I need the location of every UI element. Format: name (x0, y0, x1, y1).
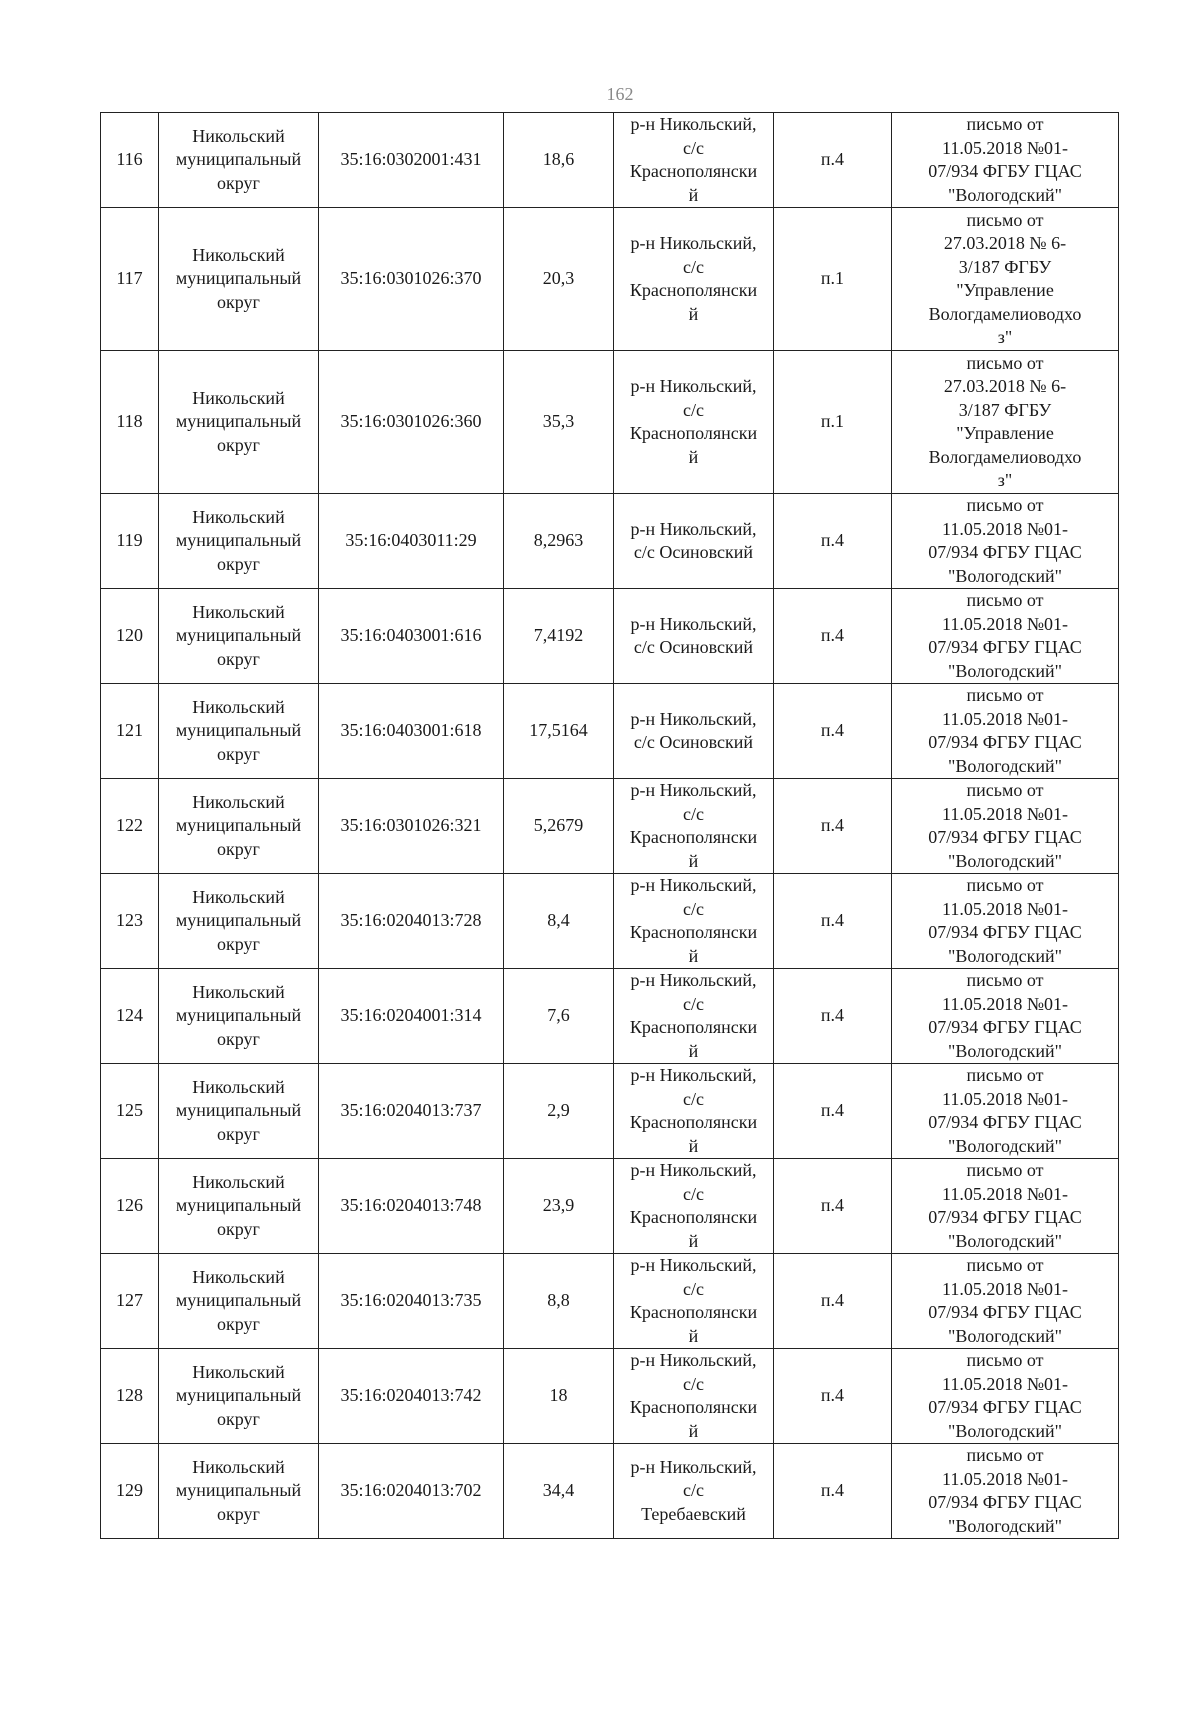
page-number: 162 (606, 84, 634, 104)
area-value: 7,6 (504, 969, 614, 1064)
district-cell (159, 494, 319, 589)
document-text: письмо от 11.05.2018 №01- 07/934 ФГБУ ГЦАС "Вологодский" (928, 970, 1082, 1061)
clause-cell: п.4 (774, 589, 892, 684)
row-number: 118 (101, 351, 159, 494)
row-number: 123 (101, 874, 159, 969)
document-cell (892, 113, 1119, 208)
district-text: Никольский муниципальный округ (175, 1171, 302, 1239)
table-row (101, 351, 1119, 494)
area-value: 8,2963 (504, 494, 614, 589)
district-cell (159, 1254, 319, 1349)
location-text: р-н Никольский, с/с Краснополянски й (629, 1065, 758, 1156)
district-text: Никольский муниципальный округ (175, 1456, 302, 1524)
document-text: письмо от 11.05.2018 №01- 07/934 ФГБУ ГЦАС "Вологодский" (928, 1445, 1082, 1536)
location-cell (614, 1064, 774, 1159)
document-cell (892, 1349, 1119, 1444)
cadastral-number: 35:16:0204013:702 (319, 1444, 504, 1539)
document-cell (892, 969, 1119, 1064)
clause-cell: п.4 (774, 1254, 892, 1349)
document-text: письмо от 11.05.2018 №01- 07/934 ФГБУ ГЦАС "Вологодский" (928, 495, 1082, 586)
district-cell (159, 1064, 319, 1159)
table-row (101, 1444, 1119, 1539)
cadastral-number: 35:16:0204013:728 (319, 874, 504, 969)
district-text: Никольский муниципальный округ (175, 387, 302, 455)
cadastral-number: 35:16:0301026:370 (319, 208, 504, 351)
document-cell (892, 589, 1119, 684)
cadastral-number: 35:16:0204013:748 (319, 1159, 504, 1254)
location-cell (614, 589, 774, 684)
document-text: письмо от 11.05.2018 №01- 07/934 ФГБУ ГЦАС "Вологодский" (928, 1160, 1082, 1251)
cadastral-number: 35:16:0403011:29 (319, 494, 504, 589)
area-value: 17,5164 (504, 684, 614, 779)
location-text: р-н Никольский, с/с Краснополянски й (629, 780, 758, 871)
district-cell (159, 684, 319, 779)
location-cell (614, 1254, 774, 1349)
document-text: письмо от 11.05.2018 №01- 07/934 ФГБУ ГЦАС "Вологодский" (928, 1065, 1082, 1156)
area-value: 5,2679 (504, 779, 614, 874)
clause-cell: п.4 (774, 874, 892, 969)
document-cell (892, 684, 1119, 779)
area-value: 23,9 (504, 1159, 614, 1254)
document-cell (892, 779, 1119, 874)
table-row (101, 684, 1119, 779)
clause-cell: п.4 (774, 1159, 892, 1254)
location-cell (614, 494, 774, 589)
location-text: р-н Никольский, с/с Краснополянски й (629, 233, 758, 324)
document-cell (892, 1159, 1119, 1254)
location-text: р-н Никольский, с/с Краснополянски й (629, 1350, 758, 1441)
document-text: письмо от 27.03.2018 № 6- 3/187 ФГБУ "Управление Вологдамелиоводхо з" (928, 352, 1082, 490)
location-text: р-н Никольский, с/с Краснополянски й (629, 114, 758, 205)
table-row (101, 779, 1119, 874)
location-cell (614, 969, 774, 1064)
document-cell (892, 351, 1119, 494)
district-text: Никольский муниципальный округ (175, 1076, 302, 1144)
row-number: 120 (101, 589, 159, 684)
land-plots-table (100, 112, 1118, 1539)
clause-cell: п.4 (774, 1349, 892, 1444)
table-row (101, 1064, 1119, 1159)
table-row (101, 1254, 1119, 1349)
cadastral-number: 35:16:0302001:431 (319, 113, 504, 208)
area-value: 34,4 (504, 1444, 614, 1539)
cadastral-number: 35:16:0301026:360 (319, 351, 504, 494)
document-cell (892, 1064, 1119, 1159)
table-row (101, 113, 1119, 208)
row-number: 126 (101, 1159, 159, 1254)
district-cell (159, 779, 319, 874)
document-text: письмо от 11.05.2018 №01- 07/934 ФГБУ ГЦАС "Вологодский" (928, 1350, 1082, 1441)
row-number: 119 (101, 494, 159, 589)
table-row (101, 874, 1119, 969)
row-number: 117 (101, 208, 159, 351)
location-text: р-н Никольский, с/с Теребаевский (630, 1456, 757, 1524)
location-text: р-н Никольский, с/с Краснополянски й (629, 1160, 758, 1251)
document-text: письмо от 11.05.2018 №01- 07/934 ФГБУ ГЦАС "Вологодский" (928, 685, 1082, 776)
district-cell (159, 874, 319, 969)
district-cell (159, 589, 319, 684)
district-cell (159, 1159, 319, 1254)
district-text: Никольский муниципальный округ (175, 125, 302, 193)
location-cell (614, 874, 774, 969)
district-cell (159, 351, 319, 494)
location-text: р-н Никольский, с/с Краснополянски й (629, 1255, 758, 1346)
row-number: 116 (101, 113, 159, 208)
district-text: Никольский муниципальный округ (175, 886, 302, 954)
row-number: 124 (101, 969, 159, 1064)
location-text: р-н Никольский, с/с Осиновский (630, 708, 757, 752)
area-value: 2,9 (504, 1064, 614, 1159)
document-text: письмо от 11.05.2018 №01- 07/934 ФГБУ ГЦАС "Вологодский" (928, 780, 1082, 871)
district-text: Никольский муниципальный округ (175, 696, 302, 764)
row-number: 128 (101, 1349, 159, 1444)
document-cell (892, 208, 1119, 351)
district-text: Никольский муниципальный округ (175, 981, 302, 1049)
location-text: р-н Никольский, с/с Осиновский (630, 613, 757, 657)
district-cell (159, 1444, 319, 1539)
table-row (101, 1159, 1119, 1254)
document-text: письмо от 11.05.2018 №01- 07/934 ФГБУ ГЦАС "Вологодский" (928, 590, 1082, 681)
document-cell (892, 494, 1119, 589)
area-value: 18 (504, 1349, 614, 1444)
table-row (101, 589, 1119, 684)
district-cell (159, 208, 319, 351)
row-number: 121 (101, 684, 159, 779)
clause-cell: п.1 (774, 208, 892, 351)
table (100, 112, 1119, 1539)
district-cell (159, 113, 319, 208)
document-cell (892, 1254, 1119, 1349)
district-text: Никольский муниципальный округ (175, 791, 302, 859)
district-text: Никольский муниципальный округ (175, 1266, 302, 1334)
district-text: Никольский муниципальный округ (175, 1361, 302, 1429)
area-value: 7,4192 (504, 589, 614, 684)
document-text: письмо от 27.03.2018 № 6- 3/187 ФГБУ "Управление Вологдамелиоводхо з" (928, 209, 1082, 347)
cadastral-number: 35:16:0204013:735 (319, 1254, 504, 1349)
table-row (101, 1349, 1119, 1444)
document-text: письмо от 11.05.2018 №01- 07/934 ФГБУ ГЦАС "Вологодский" (928, 114, 1082, 205)
district-text: Никольский муниципальный округ (175, 601, 302, 669)
district-text: Никольский муниципальный округ (175, 244, 302, 312)
district-cell (159, 1349, 319, 1444)
clause-cell: п.4 (774, 1444, 892, 1539)
document-text: письмо от 11.05.2018 №01- 07/934 ФГБУ ГЦАС "Вологодский" (928, 1255, 1082, 1346)
location-cell (614, 1349, 774, 1444)
table-row (101, 969, 1119, 1064)
table-row (101, 208, 1119, 351)
clause-cell: п.1 (774, 351, 892, 494)
row-number: 129 (101, 1444, 159, 1539)
document-cell (892, 874, 1119, 969)
clause-cell: п.4 (774, 113, 892, 208)
area-value: 35,3 (504, 351, 614, 494)
area-value: 8,8 (504, 1254, 614, 1349)
cadastral-number: 35:16:0204013:737 (319, 1064, 504, 1159)
location-cell (614, 351, 774, 494)
location-text: р-н Никольский, с/с Краснополянски й (629, 376, 758, 467)
clause-cell: п.4 (774, 494, 892, 589)
area-value: 18,6 (504, 113, 614, 208)
area-value: 8,4 (504, 874, 614, 969)
document-text: письмо от 11.05.2018 №01- 07/934 ФГБУ ГЦАС "Вологодский" (928, 875, 1082, 966)
location-cell (614, 208, 774, 351)
location-text: р-н Никольский, с/с Краснополянски й (629, 970, 758, 1061)
cadastral-number: 35:16:0403001:618 (319, 684, 504, 779)
area-value: 20,3 (504, 208, 614, 351)
cadastral-number: 35:16:0403001:616 (319, 589, 504, 684)
location-cell (614, 1159, 774, 1254)
row-number: 122 (101, 779, 159, 874)
district-text: Никольский муниципальный округ (175, 506, 302, 574)
table-row (101, 494, 1119, 589)
location-text: р-н Никольский, с/с Краснополянски й (629, 875, 758, 966)
location-cell (614, 779, 774, 874)
clause-cell: п.4 (774, 684, 892, 779)
cadastral-number: 35:16:0301026:321 (319, 779, 504, 874)
cadastral-number: 35:16:0204013:742 (319, 1349, 504, 1444)
cadastral-number: 35:16:0204001:314 (319, 969, 504, 1064)
district-cell (159, 969, 319, 1064)
location-cell (614, 684, 774, 779)
row-number: 127 (101, 1254, 159, 1349)
clause-cell: п.4 (774, 1064, 892, 1159)
location-cell (614, 1444, 774, 1539)
clause-cell: п.4 (774, 969, 892, 1064)
location-cell (614, 113, 774, 208)
document-cell (892, 1444, 1119, 1539)
clause-cell: п.4 (774, 779, 892, 874)
location-text: р-н Никольский, с/с Осиновский (630, 518, 757, 562)
row-number: 125 (101, 1064, 159, 1159)
